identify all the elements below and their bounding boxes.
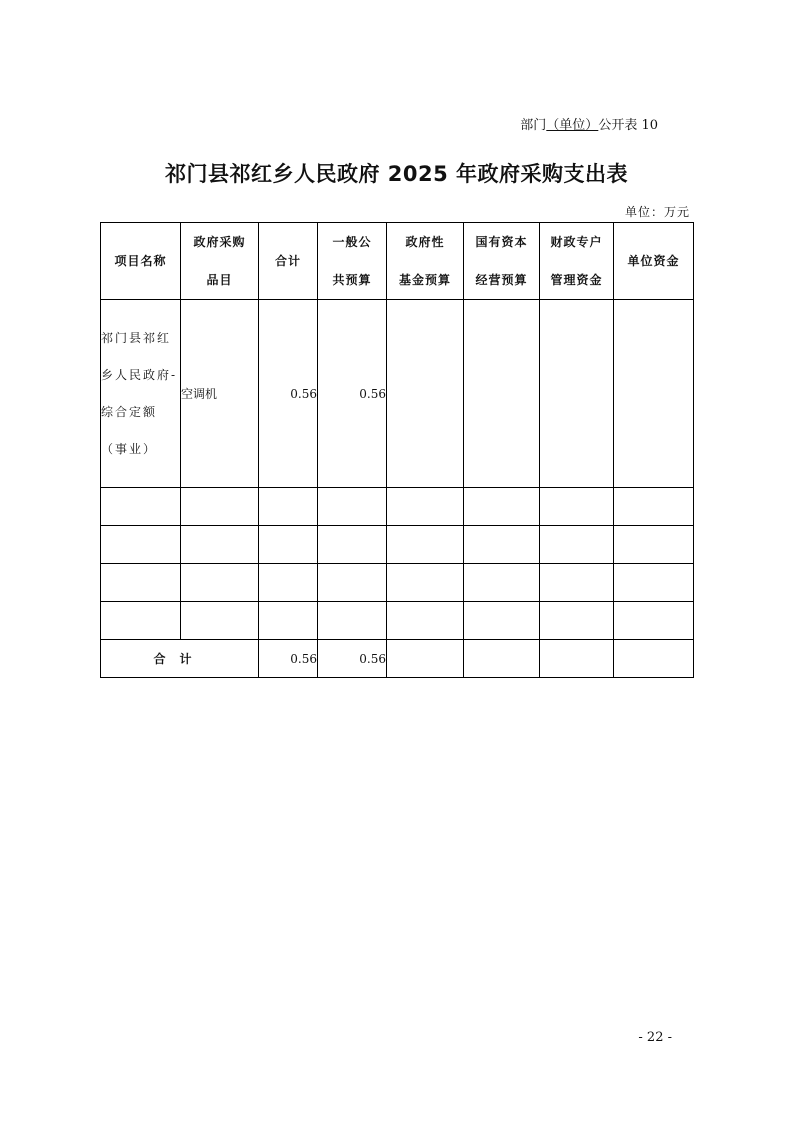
empty-cell [181, 526, 259, 564]
total-cell-general-budget: 0.56 [318, 640, 387, 678]
empty-cell [101, 488, 181, 526]
empty-cell [387, 526, 464, 564]
total-cell-unit-funds [614, 640, 694, 678]
empty-row [101, 526, 694, 564]
cell-general-budget: 0.56 [318, 300, 387, 488]
table-row [101, 300, 694, 488]
empty-cell [464, 488, 540, 526]
header-general-budget: 一般公 共预算 [318, 223, 387, 300]
cell-unit-funds [614, 300, 694, 488]
empty-cell [540, 526, 614, 564]
empty-cell [464, 526, 540, 564]
total-row [101, 640, 694, 678]
empty-cell [318, 564, 387, 602]
page-title: 祁门县祁红乡人民政府 2025 年政府采购支出表 [164, 162, 629, 186]
empty-cell [259, 488, 318, 526]
empty-cell [101, 602, 181, 640]
empty-cell [318, 488, 387, 526]
empty-cell [101, 564, 181, 602]
unit-label: 单位：万元 [624, 205, 690, 219]
empty-cell [464, 564, 540, 602]
empty-row [101, 564, 694, 602]
header-row [101, 223, 694, 300]
total-cell-total: 0.56 [259, 640, 318, 678]
empty-cell [540, 564, 614, 602]
empty-cell [318, 602, 387, 640]
cell-project-name: 祁门县祁红乡人民政府-综合定额（事业） [101, 300, 181, 488]
total-cell-special-account-funds [540, 640, 614, 678]
cell-procurement-item: 空调机 [181, 300, 259, 488]
empty-cell [614, 564, 694, 602]
empty-cell [318, 526, 387, 564]
form-number-prefix: 部门 [520, 118, 547, 133]
cell-total: 0.56 [259, 300, 318, 488]
total-cell-gov-fund-budget [387, 640, 464, 678]
header-project-name: 项目名称 [101, 223, 181, 300]
empty-cell [614, 602, 694, 640]
header-gov-fund-budget: 政府性 基金预算 [387, 223, 464, 300]
procurement-table [100, 222, 694, 678]
empty-row [101, 602, 694, 640]
empty-cell [181, 564, 259, 602]
form-number-suffix: 公开表 10 [598, 118, 658, 133]
empty-cell [259, 602, 318, 640]
cell-gov-fund-budget [387, 300, 464, 488]
empty-cell [259, 526, 318, 564]
header-special-account-funds: 财政专户 管理资金 [540, 223, 614, 300]
empty-cell [614, 526, 694, 564]
empty-cell [464, 602, 540, 640]
empty-cell [101, 526, 181, 564]
empty-cell [540, 488, 614, 526]
header-state-capital-budget: 国有资本 经营预算 [464, 223, 540, 300]
page-number: - 22 - [638, 1030, 672, 1045]
empty-cell [181, 602, 259, 640]
header-procurement-item: 政府采购 品目 [181, 223, 259, 300]
form-number [520, 114, 658, 133]
empty-cell [387, 488, 464, 526]
total-cell-state-capital-budget [464, 640, 540, 678]
cell-state-capital-budget [464, 300, 540, 488]
empty-cell [259, 564, 318, 602]
header-unit-funds: 单位资金 [614, 223, 694, 300]
header-total: 合计 [259, 223, 318, 300]
empty-cell [387, 564, 464, 602]
empty-cell [387, 602, 464, 640]
empty-cell [614, 488, 694, 526]
form-number-unit: （单位） [546, 118, 599, 133]
empty-row [101, 488, 694, 526]
empty-cell [181, 488, 259, 526]
cell-special-account-funds [540, 300, 614, 488]
empty-cell [540, 602, 614, 640]
total-label: 合计 [101, 640, 259, 678]
